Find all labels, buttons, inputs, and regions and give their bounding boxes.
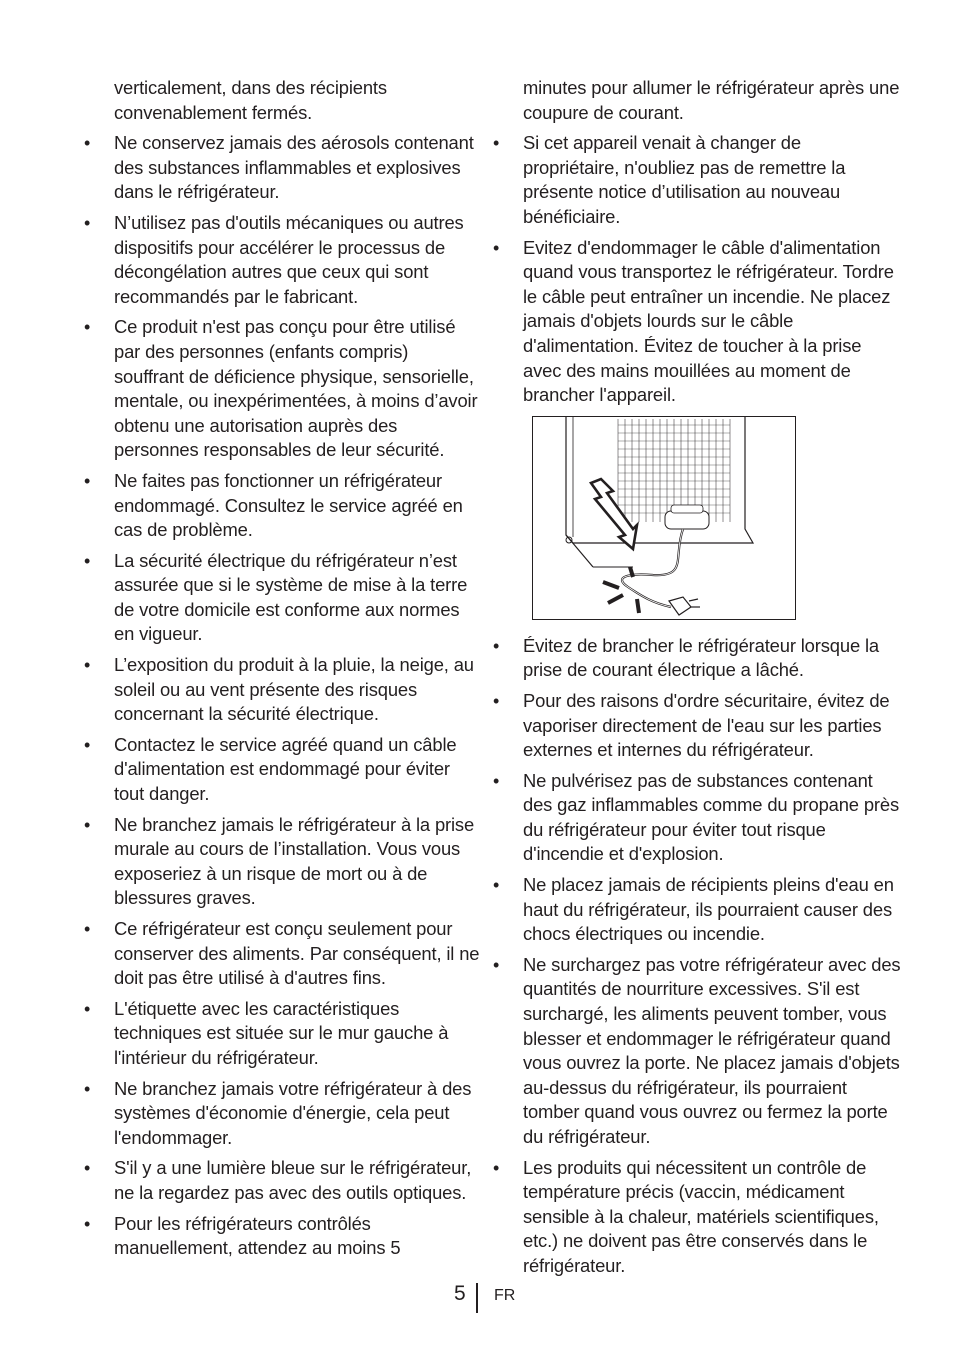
bullet-icon: • xyxy=(84,814,91,835)
list-item xyxy=(78,653,480,727)
language-label: FR xyxy=(494,1287,516,1304)
bullet-icon: • xyxy=(84,470,91,491)
bullet-icon: • xyxy=(84,998,91,1019)
list-item-text: L'étiquette avec les caractéristiques techniques est située sur le mur gauche à l'intérieur du réfrigérateur. xyxy=(114,997,449,1068)
refrigerator-cable-drawing xyxy=(533,417,794,618)
continuation-paragraph: minutes pour allumer le réfrigérateur après une coupure de courant. xyxy=(523,77,900,123)
bullet-icon: • xyxy=(84,734,91,755)
bullet-icon: • xyxy=(84,317,91,338)
list-item-text: N’utilisez pas d'outils mécaniques ou autres dispositifs pour accélérer le processus de décongélation autres que ceux qui sont recommandés par le fabricant. xyxy=(114,211,464,307)
bullet-icon: • xyxy=(84,550,91,571)
footer-divider xyxy=(476,1283,478,1313)
list-item xyxy=(78,1212,480,1261)
list-item xyxy=(78,1077,480,1151)
list-item-text: Pour les réfrigérateurs contrôlés manuellement, attendez au moins 5 xyxy=(114,1212,401,1259)
list-item xyxy=(78,733,480,807)
list-item-text: Ne pulvérisez pas de substances contenant des gaz inflammables comme du propane près du réfrigérateur pour éviter tout risque d'incendie et d'explosion. xyxy=(523,769,900,865)
left-column xyxy=(78,76,480,1267)
bullet-icon: • xyxy=(493,1157,500,1178)
bullet-icon: • xyxy=(84,1158,91,1179)
list-item xyxy=(78,1156,480,1205)
list-item xyxy=(487,131,901,229)
list-item-text: La sécurité électrique du réfrigérateur n’est assurée que si le système de mise à la terre de votre domicile est conforme aux normes en vigueur. xyxy=(114,549,468,645)
list-item xyxy=(78,549,480,647)
list-item-text: Ne surchargez pas votre réfrigérateur avec des quantités de nourriture excessives. S'il est surchargé, les aliments peuvent tomber, vous blesser et endommager le réfrigérateur quand vous ouvrez la porte. Ne placez jamais d'objets au-dessus du réfrigérateur, ils pourraient tomber quand vous ouvrez ou fermez la porte du réfrigérateur. xyxy=(523,953,901,1147)
list-item xyxy=(78,315,480,463)
list-item-text: Ne placez jamais de récipients pleins d'eau en haut du réfrigérateur, ils pourraient causer des chocs électriques ou incendie. xyxy=(523,874,894,945)
bullet-list xyxy=(487,634,901,1279)
list-item-text: Ne faites pas fonctionner un réfrigérateur endommagé. Consultez le service agréé en cas de problème. xyxy=(114,469,463,541)
list-item-text: Si cet appareil venait à changer de propriétaire, n'oubliez pas de remettre la présente notice d’utilisation au nouveau bénéficiaire. xyxy=(523,132,846,227)
bullet-icon: • xyxy=(493,690,500,711)
bullet-icon: • xyxy=(493,770,500,791)
bullet-icon: • xyxy=(84,919,91,939)
list-item-text: Contactez le service agréé quand un câble d'alimentation est endommagé pour éviter tout danger. xyxy=(114,733,457,805)
list-item xyxy=(78,997,480,1071)
list-item xyxy=(487,769,901,867)
continuation-paragraph: verticalement, dans des récipients convenablement fermés. xyxy=(114,77,387,123)
bullet-icon: • xyxy=(84,1213,91,1234)
bullet-icon: • xyxy=(493,875,500,896)
list-item-text: S'il y a une lumière bleue sur le réfrigérateur, ne la regardez pas avec des outils optiques. xyxy=(114,1157,472,1203)
power-cable-warning-illustration xyxy=(532,416,796,620)
right-column xyxy=(487,76,901,1285)
bullet-icon: • xyxy=(493,237,500,258)
list-item-text: L’exposition du produit à la pluie, la neige, au soleil ou au vent présente des risques concernant la sécurité électrique. xyxy=(114,654,474,725)
bullet-icon: • xyxy=(84,655,91,676)
bullet-list xyxy=(487,131,901,408)
list-item xyxy=(487,873,901,947)
list-item-text: Evitez d'endommager le câble d'alimentation quand vous transportez le réfrigérateur. Tordre le câble peut entraîner un incendie. Ne placez jamais d'objets lourds sur le câble d'alimentation. Évitez de toucher à la prise avec des mains mouillées au moment de brancher l'appareil. xyxy=(523,236,894,406)
bullet-icon: • xyxy=(84,133,91,154)
page-number: 5 xyxy=(454,1282,466,1305)
bullet-icon: • xyxy=(493,954,500,975)
list-item xyxy=(487,236,901,408)
bullet-icon: • xyxy=(493,133,500,154)
bullet-icon: • xyxy=(84,1078,91,1099)
list-item-text: Ce produit n'est pas conçu pour être utilisé par des personnes (enfants compris) souffrant de déficience physique, sensorielle, mentale, ou inexpérimentées, à moins d’avoir obtenu une autorisation auprès des personnes responsables de leur sécurité. xyxy=(114,316,478,461)
list-item xyxy=(487,634,901,683)
list-item xyxy=(78,813,480,911)
list-item-text: Les produits qui nécessitent un contrôle de température précis (vaccin, médicament sensible à la chaleur, matériels scientifiques, etc.) ne doivent pas être conservés dans le réfrigérateur. xyxy=(523,1156,879,1276)
list-item-text: Ne branchez jamais votre réfrigérateur à des systèmes d'économie d'énergie, cela peut l'endommager. xyxy=(114,1077,472,1148)
list-item-text: Pour des raisons d'ordre sécuritaire, évitez de vaporiser directement de l'eau sur les parties externes et internes du réfrigérateur. xyxy=(523,689,890,761)
list-item xyxy=(78,917,480,991)
list-item xyxy=(78,469,480,543)
list-item-text: Ne conservez jamais des aérosols contenant des substances inflammables et explosives dans le réfrigérateur. xyxy=(114,132,474,203)
bullet-icon: • xyxy=(84,212,91,233)
list-item xyxy=(487,689,901,763)
list-item-text: Ce réfrigérateur est conçu seulement pour conserver des aliments. Par conséquent, il ne doit pas être utilisé à d'autres fins. xyxy=(114,918,480,989)
list-item xyxy=(78,131,480,205)
list-item xyxy=(487,1156,901,1279)
list-item-text: Ne branchez jamais le réfrigérateur à la prise murale au cours de l’installation. Vous vous exposeriez à un risque de mort ou à de blessures graves. xyxy=(114,813,475,909)
list-item xyxy=(78,211,480,309)
bullet-list xyxy=(78,131,480,1261)
bullet-icon: • xyxy=(493,635,500,656)
list-item xyxy=(487,953,901,1150)
list-item-text: Évitez de brancher le réfrigérateur lorsque la prise de courant électrique a lâché. xyxy=(523,634,879,681)
